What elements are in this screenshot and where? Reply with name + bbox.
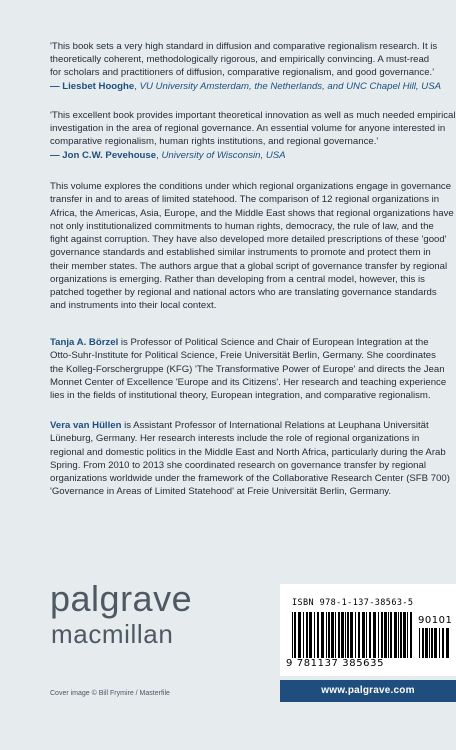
quote-line: comparative regionalism, human rights institutions, and regional governance.' [50,136,379,148]
isbn-number: ISBN 978-1-137-38563-5 [292,598,414,608]
description-line: patched together by regional and national actors who are translating governance standards [50,287,437,298]
description-line: governance standards and established similar instruments to promote and protect them in [50,247,431,259]
bio-line: the Kolleg-Forschergruppe (KFG) 'The Transformative Power of Europe' and directs the Jean [50,363,445,375]
endorsement-quote-2 [50,109,456,162]
endorser-affiliation: VU University Amsterdam, the Netherlands, and UNC Chapel Hill, USA [139,80,441,92]
bio-first-line [50,419,454,432]
barcode-digits: 9 781137 385635 [286,658,385,669]
description-line: and instruments into their local context. [50,300,217,312]
quote-line: investigation in the area of regional governance. An essential volume for anyone interested in [50,123,446,135]
bio-line: lies in the fields of institutional theory, European integration, and comparative regionalism. [50,390,431,401]
author-bio-van-hullen [50,419,454,499]
bio-text: is Assistant Professor of International Relations at Leuphana Universität [121,420,429,431]
description-line: organizations is emerging. Rather than developing from a central model, however, this is [50,273,425,285]
quote-line: for scholars and practitioners of diffusion, comparative regionalism, and good governance.' [50,67,435,79]
logo-macmillan: macmillan [51,619,174,649]
description-line: transfer in and to areas of limited statehood. The comparison of 12 regional organizations in [50,194,440,206]
publisher-url[interactable]: www.palgrave.com [280,680,456,702]
quote-attribution: — Jon C.W. Pevehouse, University of Wisconsin, USA [50,149,286,161]
description-line: This volume explores the conditions under which regional organizations engage in governance [50,181,452,192]
bio-line: Lüneburg, Germany. Her research interests include the role of regional organizations in [50,433,420,445]
author-name: Tanja A. Börzel [50,337,119,348]
endorser-name: — Jon C.W. Pevehouse [50,149,157,161]
description-line: fight against corruption. They have also developed more detailed prescriptions of these 'good' [50,234,447,245]
endorsement-quote-1 [50,40,450,93]
bio-line: Spring. From 2010 to 2013 she coordinated research on governance transfer by regional [50,459,426,471]
bio-line: organizations worldwide under the framework of the Collaborative Research Center (SFB 700) [50,473,450,484]
bio-text: is Professor of Political Science and Chair of European Integration at the [118,337,429,348]
author-name: Vera van Hüllen [50,420,122,431]
logo-palgrave: palgrave [50,578,193,619]
quote-line: theoretically coherent, methodologically rigorous, and empirically convincing. A must-read [50,54,430,66]
price-code: 90101 [418,615,453,626]
bio-line: regional and domestic politics in the Middle East and North Africa, particularly during the Arab [50,446,446,458]
quote-attribution: — Liesbet Hooghe, VU University Amsterdam, the Netherlands, and UNC Chapel Hill, USA [50,80,441,92]
description-line: their member states. The authors argue that a global script of governance transfer by regional [50,260,448,272]
bio-first-line [50,336,454,349]
endorser-name: — Liesbet Hooghe [50,80,135,92]
cover-image-credit: Cover image © Bill Frymire / Masterfile [50,690,170,697]
price-barcode-icon [419,628,449,658]
description-line: not only institutionalized commitments to human rights, democracy, the rule of law, and the [50,220,434,232]
author-bio-borzel [50,336,454,402]
description-line: Africa, the Americas, Asia, Europe, and the Middle East shows that regional organizations have [50,207,454,219]
bio-line: Monnet Center of Excellence 'Europe and its Citizens'. Her research and teaching experience [50,376,447,388]
quote-line: 'This book sets a very high standard in diffusion and comparative regionalism research. It is [50,41,438,52]
quote-line: 'This excellent book provides important theoretical innovation as well as much needed empirical [50,110,456,121]
isbn-barcode [280,584,456,676]
book-description [50,180,454,313]
endorser-affiliation: University of Wisconsin, USA [161,149,286,161]
bio-line: 'Governance in Areas of Limited Statehood' at Freie Universität Berlin, Germany. [50,486,392,498]
bio-line: Otto-Suhr-Institute for Political Science, Freie Universität Berlin, Germany. She coordinates [50,350,436,362]
barcode-icon [292,612,414,658]
